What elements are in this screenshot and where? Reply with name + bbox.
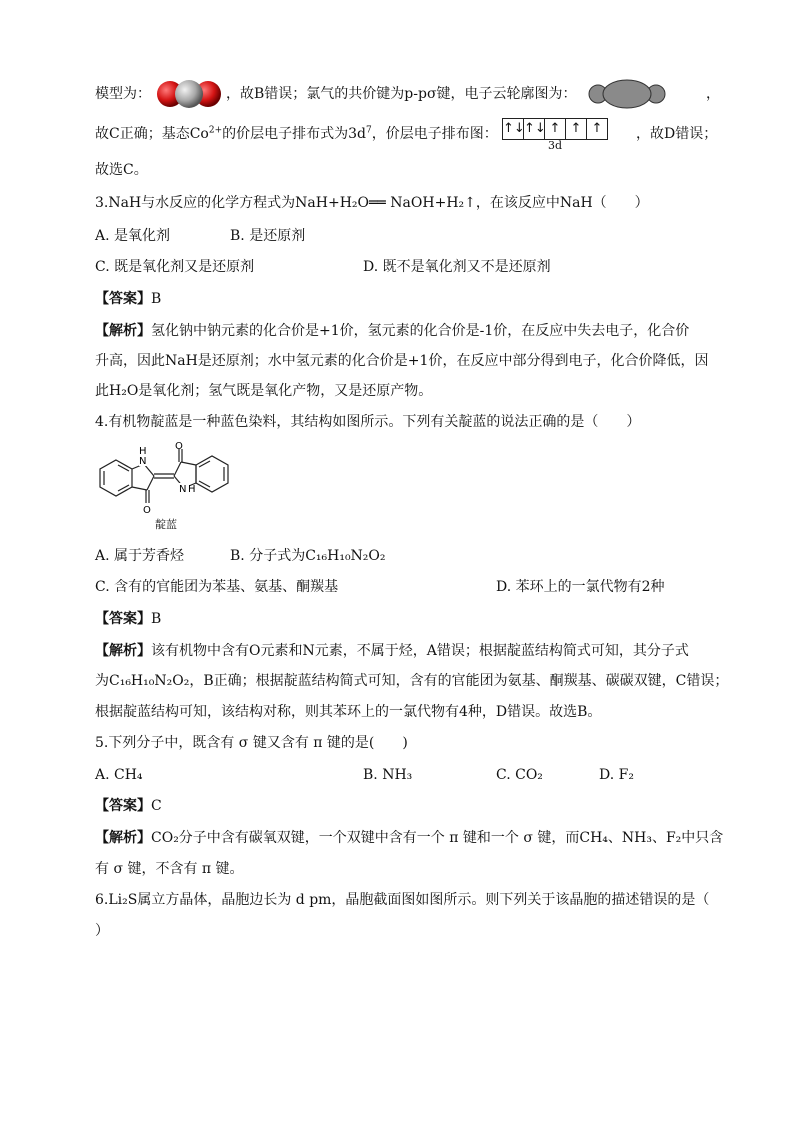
3d-orbital-diagram [502,118,608,140]
orbital-cell: ↑↓ [524,119,545,139]
q3-stem: 3.NaH与水反应的化学方程式为NaH+H₂O══ NaOH+H₂↑，在该反应中NaH（ ） [95,195,649,211]
q4-option-a: A. 属于芳香烃 [95,548,185,564]
q4-explanation-3: 根据靛蓝结构可知，该结构对称，则其苯环上的一氯代物有4种，D错误。故选B。 [95,704,602,720]
q6-stem-end: ） [95,923,109,939]
text-model-label: 模型为： [95,86,151,102]
orbital-cell: ↑ [591,121,603,136]
q3-explanation-2: 升高，因此NaH是还原剂；水中氢元素的化合价是+1价，在反应中部分得到电子，化合价降低，因 [95,353,709,369]
q5-explanation-1: 【解析】CO₂分子中含有碳氧双键，一个双键中含有一个 π 键和一个 σ 键，而CH₄、NH₃、F₂中只含 [95,830,724,846]
atom-n2: N [179,484,187,495]
atom-o-bottom: O [143,505,151,516]
orbital-cell: ↑ [566,119,587,139]
q4-option-d: D. 苯环上的一氯代物有2种 [496,579,665,595]
q3-option-d: D. 既不是氧化剂又不是还原剂 [363,259,551,275]
text-line1-end: ， [706,86,720,102]
q3-explanation-3: 此H₂O是氧化剂；氢气既是氧化产物，又是还原产物。 [95,383,433,399]
q5-stem: 5.下列分子中，既含有 σ 键又含有 π 键的是( ) [95,735,408,751]
orbital-label: 3d [548,139,563,152]
atom-h-n1: H [139,446,147,457]
text-conclusion: 故选C。 [95,162,148,178]
q3-explanation-1: 【解析】氢化钠中钠元素的化合价是+1价，氢元素的化合价是-1价，在反应中失去电子，化合价 [95,323,690,339]
q4-explanation-2: 为C₁₆H₁₀N₂O₂，B正确；根据靛蓝结构简式可知，含有的官能团为氨基、酮羰基、碳碳双键，C错误； [95,673,729,689]
atom-n1: N [139,456,147,467]
orbital-cell: ↑↓ [503,119,524,139]
q5-explanation-2: 有 σ 键，不含有 π 键。 [95,861,244,877]
q6-stem: 6.Li₂S属立方晶体，晶胞边长为 d pm，晶胞截面图如图所示。则下列关于该晶胞的描述错误的是（ [95,892,710,908]
q5-option-c: C. CO₂ [496,767,543,783]
indigo-structure [92,440,242,516]
p-p-sigma-electron-cloud [586,78,668,110]
q5-option-d: D. F₂ [599,767,634,783]
q3-answer: 【答案】B [95,291,162,307]
co2-space-filling-model [156,76,222,112]
q3-option-c: C. 既是氧化剂又是还原剂 [95,259,255,275]
q3-option-b: B. 是还原剂 [230,228,306,244]
q4-answer: 【答案】B [95,611,162,627]
structure-caption: 靛蓝 [155,518,177,531]
q4-option-c: C. 含有的官能团为苯基、氨基、酮羰基 [95,579,339,595]
q5-answer: 【答案】C [95,798,162,814]
text-line2-end: ，故D错误； [636,126,718,142]
q4-stem: 4.有机物靛蓝是一种蓝色染料，其结构如图所示。下列有关靛蓝的说法正确的是（ ） [95,414,641,430]
atom-o-top: O [175,441,183,452]
q4-explanation-1: 【解析】该有机物中含有O元素和N元素，不属于烃，A错误；根据靛蓝结构简式可知，其分子式 [95,643,689,659]
orbital-cell: ↑ [545,119,566,139]
q5-option-b: B. NH₃ [363,767,413,783]
q3-option-a: A. 是氧化剂 [95,228,171,244]
text-line2: 故C正确；基态$Co^{2+}$的价层电子排布式为$3d^7$，价层电子排布图： [95,125,498,142]
atom-h-n2: H [188,484,196,495]
text-line1-middle: ，故B错误；氯气的共价键为p-pσ键，电子云轮廓图为： [226,86,577,102]
q5-option-a: A. CH₄ [95,767,143,783]
q4-option-b: B. 分子式为C₁₆H₁₀N₂O₂ [230,548,386,564]
